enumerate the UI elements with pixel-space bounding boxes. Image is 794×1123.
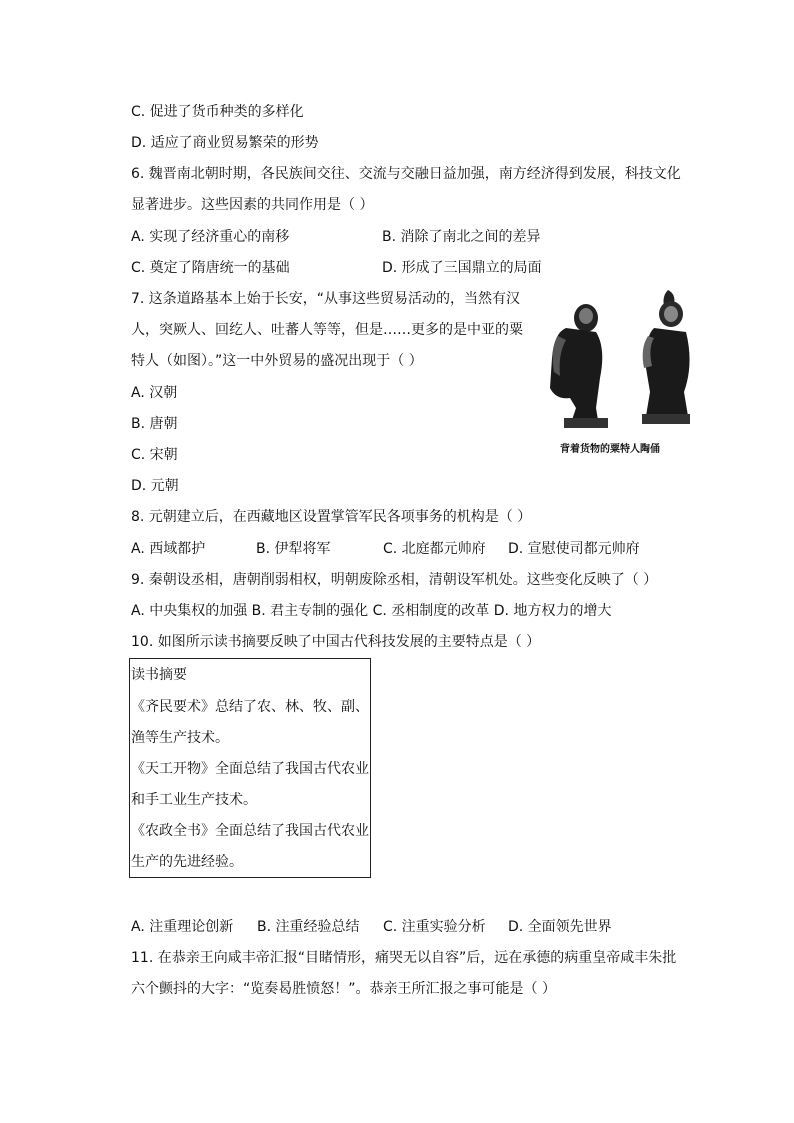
q6-stem-line2: 显著进步。这些因素的共同作用是（ ）: [131, 197, 374, 213]
left-figurine: [550, 304, 608, 428]
reading-notes-line: 渔等生产技术。: [131, 730, 229, 746]
q7-stem-line1: 7. 这条道路基本上始于长安，“从事这些贸易活动的，当然有汉: [131, 291, 521, 307]
reading-notes-line: 《农政全书》全面总结了我国古代农业: [131, 823, 369, 839]
reading-notes-line: 《天工开物》全面总结了我国古代农业: [131, 761, 369, 777]
q11-stem-line1: 11. 在恭亲王向咸丰帝汇报“目睹情形，痛哭无以自容”后，远在承德的病重皇帝咸丰朱批: [131, 950, 677, 966]
q10-option-c: C. 注重实验分析: [383, 919, 486, 935]
q7-stem-line2: 人，突厥人、回纥人、吐蕃人等等，但是……更多的是中亚的粟: [131, 322, 523, 338]
q10-option-d: D. 全面领先世界: [508, 919, 612, 935]
q10-stem: 10. 如图所示读书摘要反映了中国古代科技发展的主要特点是（ ）: [131, 634, 541, 650]
sogdian-figurines-image: [536, 288, 696, 460]
q7-option-d: D. 元朝: [131, 478, 179, 494]
q6-option-d: D. 形成了三国鼎立的局面: [382, 260, 542, 276]
reading-notes-line: 和手工业生产技术。: [131, 792, 257, 808]
reading-notes-box: [129, 658, 371, 878]
q10-option-a: A. 注重理论创新: [131, 919, 234, 935]
q8-option-c: C. 北庭都元帅府: [383, 541, 486, 557]
q7-option-b: B. 唐朝: [131, 416, 178, 432]
q8-stem: 8. 元朝建立后，在西藏地区设置掌管军民各项事务的机构是（ ）: [131, 509, 532, 525]
right-figurine: [642, 290, 690, 424]
q6-option-a: A. 实现了经济重心的南移: [131, 229, 290, 245]
reading-notes-line: 《齐民要术》总结了农、林、牧、副、: [131, 699, 369, 715]
q7-stem-line3: 特人（如图）。”这一中外贸易的盛况出现于（ ）: [131, 353, 423, 369]
q8-option-b: B. 伊犁将军: [256, 541, 331, 557]
q6-option-b: B. 消除了南北之间的差异: [382, 229, 541, 245]
figurines-illustration: [536, 288, 696, 438]
q7-option-a: A. 汉朝: [131, 385, 178, 401]
q5-option-d: D. 适应了商业贸易繁荣的形势: [131, 135, 319, 151]
q9-options: A. 中央集权的加强 B. 君主专制的强化 C. 丞相制度的改革 D. 地方权力的增大: [131, 603, 612, 619]
figure-caption: 背着货物的粟特人陶俑: [560, 444, 660, 455]
q11-stem-line2: 六个颤抖的大字：“览奏曷胜愤怒！”。恭亲王所汇报之事可能是（ ）: [131, 981, 556, 997]
reading-notes-line: 生产的先进经验。: [131, 854, 243, 870]
q8-option-d: D. 宣慰使司都元帅府: [508, 541, 640, 557]
q9-stem: 9. 秦朝设丞相，唐朝削弱相权，明朝废除丞相，清朝设军机处。这些变化反映了（ ）: [131, 572, 658, 588]
q7-option-c: C. 宋朝: [131, 447, 178, 463]
q5-option-c: C. 促进了货币种类的多样化: [131, 104, 304, 120]
q6-option-c: C. 奠定了隋唐统一的基础: [131, 260, 290, 276]
q6-stem-line1: 6. 魏晋南北朝时期，各民族间交往、交流与交融日益加强，南方经济得到发展，科技文化: [131, 166, 681, 182]
q10-option-b: B. 注重经验总结: [257, 919, 360, 935]
q8-option-a: A. 西域都护: [131, 541, 206, 557]
reading-notes-title: 读书摘要: [131, 667, 187, 683]
